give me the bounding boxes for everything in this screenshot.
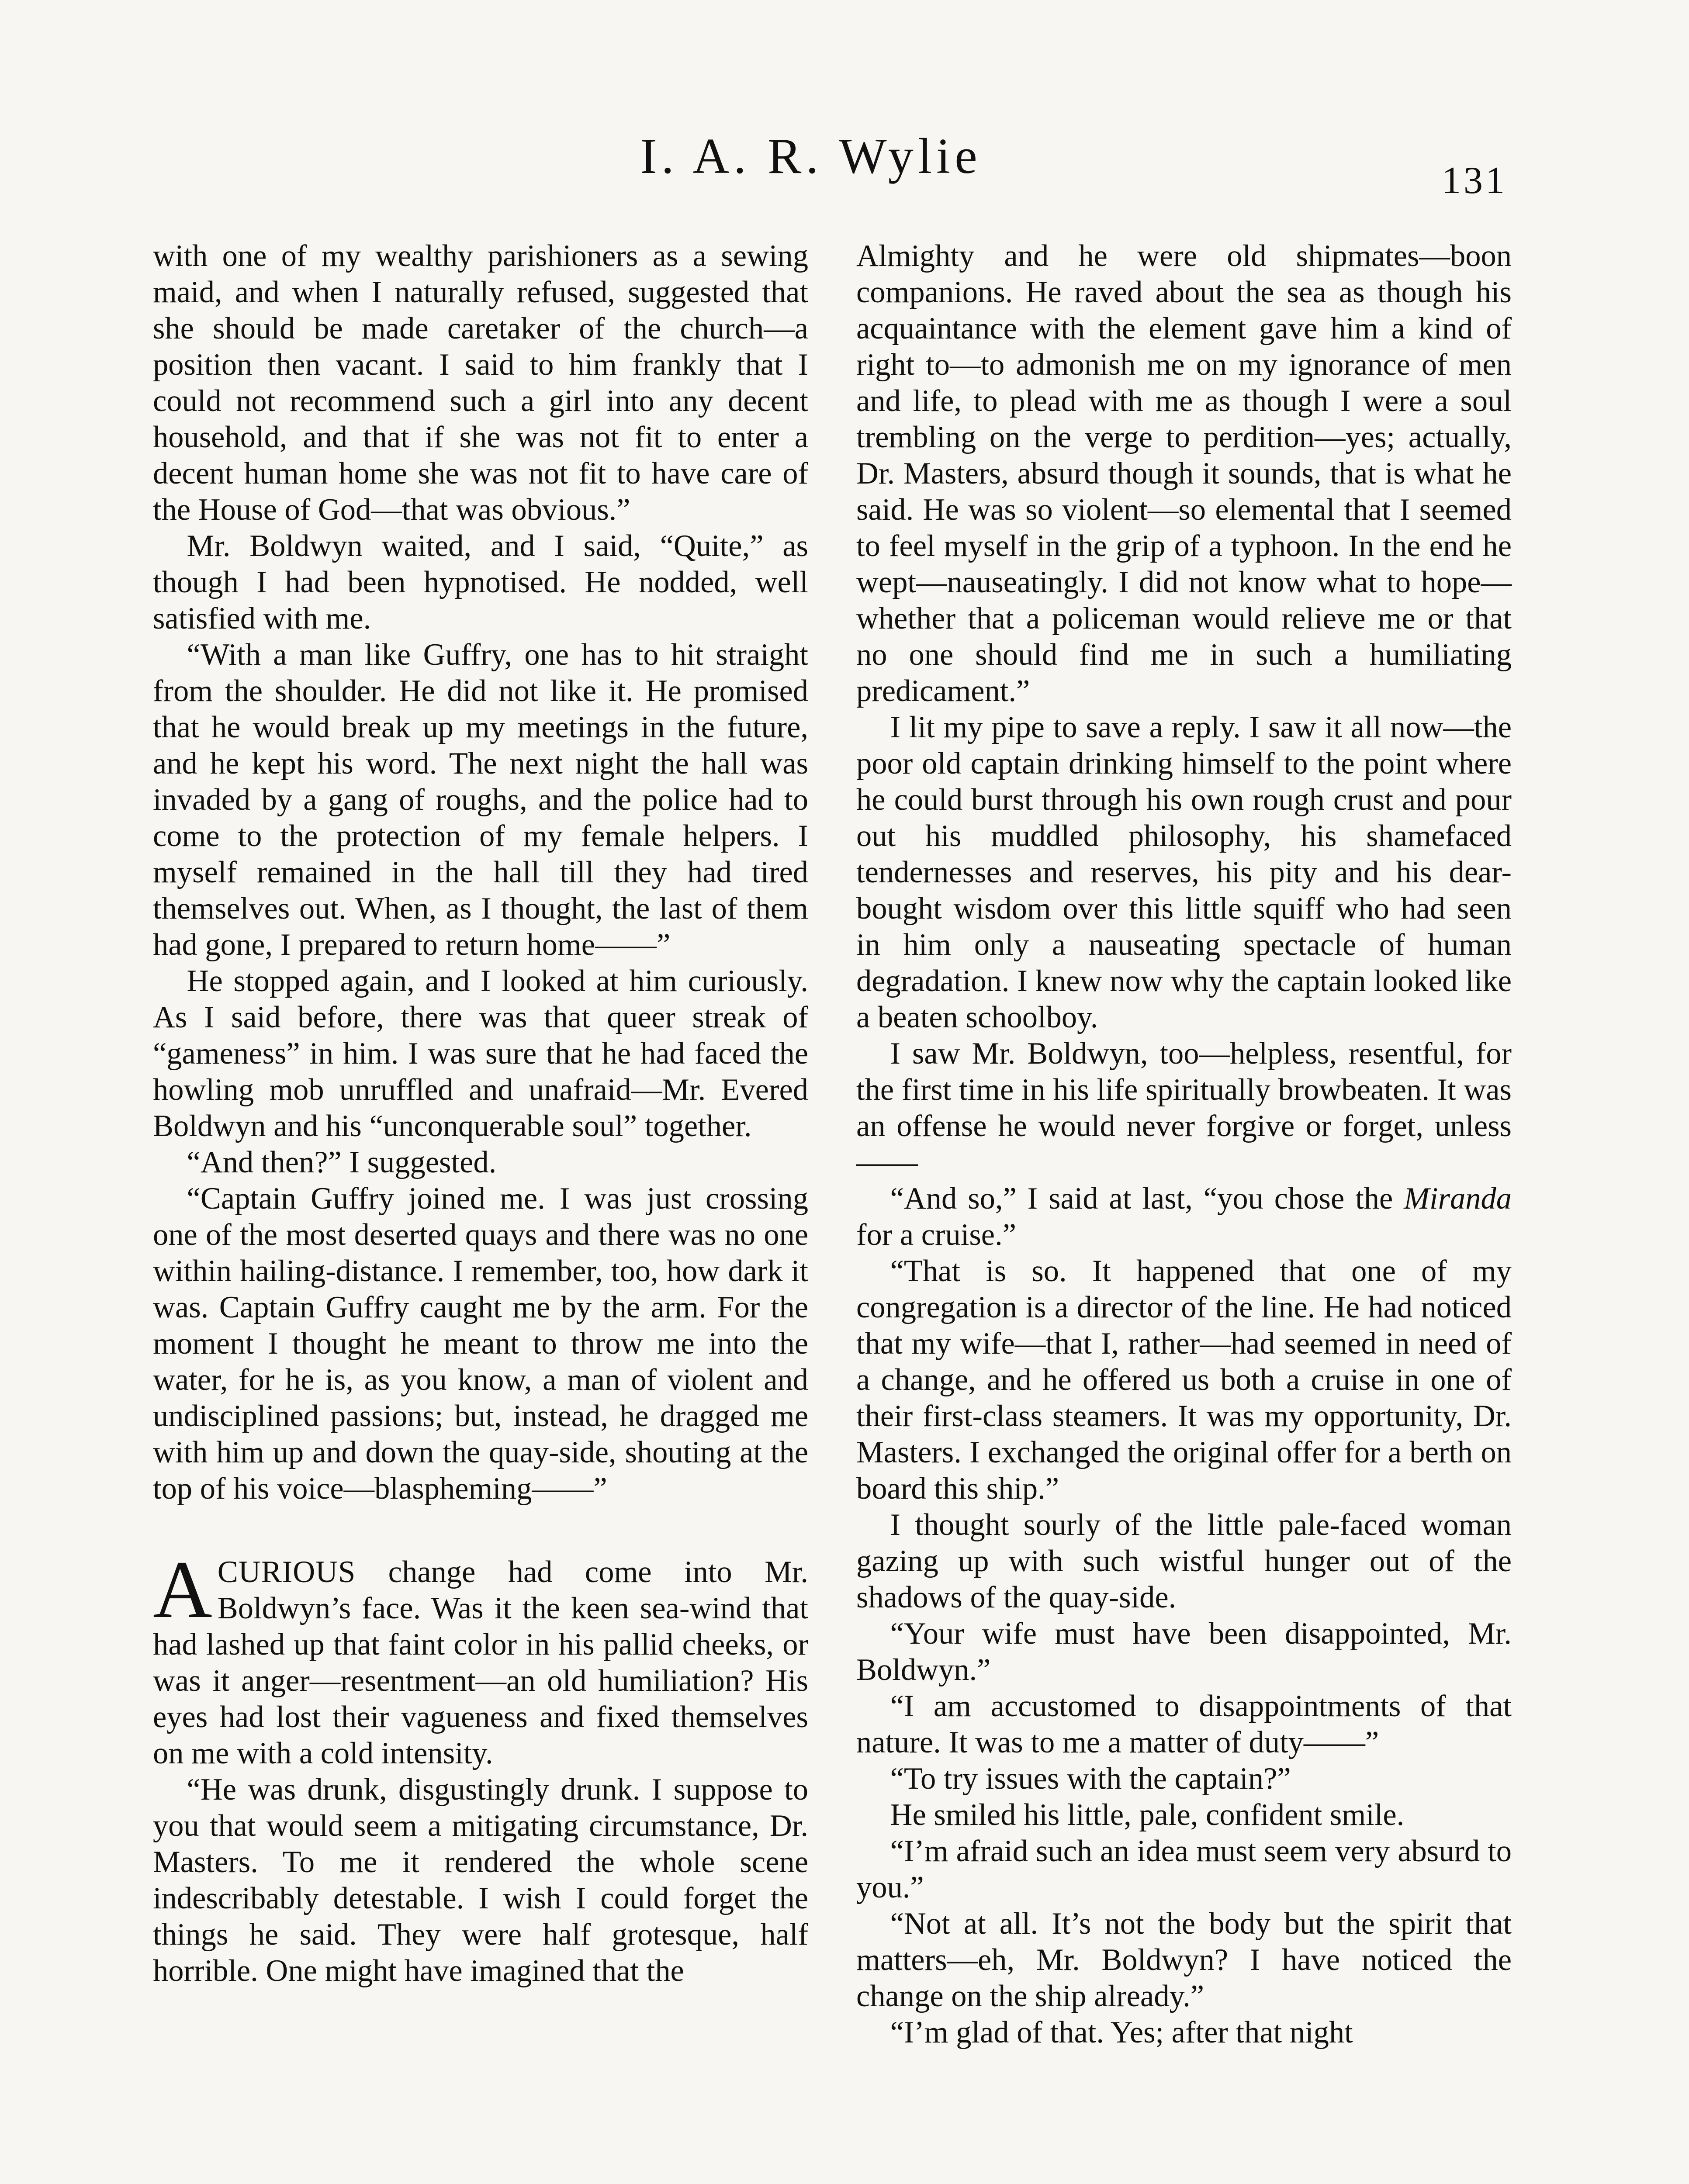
section-opening-paragraph xyxy=(153,1544,808,1772)
paragraph: “He was drunk, disgustingly drunk. I suppose to you that would seem a mitigating circumstance, Dr. Masters. To me it rendered the whole scene indescribably detestable. I wish I could forget the things he said. They were half grotesque, half horrible. One might have imagined that the xyxy=(153,1773,808,1988)
paragraph: He stopped again, and I looked at him curiously. As I said before, there was that queer streak of “gameness” in him. I was sure that he had faced the howling mob unruffled and unafraid—Mr. Evered Boldwyn and his “unconquerable soul” together. xyxy=(153,964,808,1143)
paragraph: “Your wife must have been disappointed, Mr. Boldwyn.” xyxy=(856,1617,1512,1687)
paragraph: “Captain Guffry joined me. I was just crossing one of the most deserted quays and there was no one within hailing-distance. I remember, too, how dark it was. Captain Guffry caught me by the arm. For the moment I thought he meant to throw me into the water, for he is, as you know, a man of violent and undisciplined passions; but, instead, he dragged me with him up and down the quay-side, shouting at the top of his voice—blaspheming——” xyxy=(153,1182,808,1506)
paragraph-text: change had come into Mr. Boldwyn’s face. Was it the keen sea-wind that had lashed up that faint color in his pallid cheeks, or was it anger—resentment—an old humiliation? His eyes had lost their vagueness and fixed themselves on me with a cold intensity. xyxy=(153,1555,808,1770)
paragraph: “Not at all. It’s not the body but the spirit that matters—eh, Mr. Boldwyn? I have noticed the change on the ship already.” xyxy=(856,1907,1512,2013)
drop-cap-letter: A xyxy=(153,1544,212,1635)
paragraph: “That is so. It happened that one of my congregation is a director of the line. He had noticed that my wife—that I, rather—had seemed in need of a change, and he offered us both a cruise in one of their first-class steamers. It was my opportunity, Dr. Masters. I exchanged the original offer for a berth on board this ship.” xyxy=(856,1254,1512,1506)
author-name: I. A. R. Wylie xyxy=(640,128,982,184)
paragraph: Almighty and he were old shipmates—boon companions. He raved about the sea as though his acquaintance with the element gave him a kind of right to—to admonish me on my ignorance of men and life, to plead with me as though I were a soul trembling on the verge to perdition—yes; actually, Dr. Masters, absurd though it sounds, that is what he said. He was so violent—so elemental that I seemed to feel myself in the grip of a typhoon. In the end he wept—nauseatingly. I did not know what to hope—whether that a policeman would relieve me or that no one should find me in such a humiliating predicament.” xyxy=(856,239,1512,708)
paragraph: “And then?” I suggested. xyxy=(187,1145,497,1179)
paragraph: I saw Mr. Boldwyn, too—helpless, resentful, for the first time in his life spiritually browbeaten. It was an offense he would never forgive or forget, unless—— xyxy=(856,1037,1512,1179)
paragraph: “With a man like Guffry, one has to hit straight from the shoulder. He did not like it. He promised that he would break up my meetings in the future, and he kept his word. The next night the hall was invaded by a gang of roughs, and the police had to come to the protection of my female helpers. I myself remained in the hall till they had tired themselves out. When, as I thought, the last of them had gone, I prepared to return home——” xyxy=(153,638,808,962)
left-column xyxy=(153,238,808,1989)
paragraph: “I am accustomed to disappointments of that nature. It was to me a matter of duty——” xyxy=(856,1689,1512,1759)
small-caps-lead: CURIOUS xyxy=(217,1555,356,1589)
paragraph: “I’m afraid such an idea must seem very absurd to you.” xyxy=(856,1834,1512,1904)
paragraph: I lit my pipe to save a reply. I saw it all now—the poor old captain drinking himself to the point where he could burst through his own rough crust and pour out his muddled philosophy, his shamefaced tendernesses and reserves, his pity and his dear-bought wisdom over this little squiff who had seen in him only a nauseating spectacle of human degradation. I knew now why the captain looked like a beaten schoolboy. xyxy=(856,710,1512,1034)
page-number: 131 xyxy=(1442,159,1507,202)
right-column xyxy=(856,238,1512,2051)
paragraph: “I’m glad of that. Yes; after that night xyxy=(890,2015,1353,2049)
paragraph: He smiled his little, pale, confident smile. xyxy=(890,1798,1405,1832)
paragraph-text: “And so,” I said at last, “you chose the xyxy=(890,1182,1404,1216)
paragraph-text: for a cruise.” xyxy=(856,1218,1016,1252)
ship-name: Miranda xyxy=(1404,1182,1512,1216)
paragraph: with one of my wealthy parishioners as a sewing maid, and when I naturally refused, suggested that she should be made caretaker of the church—a position then vacant. I said to him frankly that I could not recommend such a girl into any decent household, and that if she was not fit to enter a decent human home she was not fit to have care of the House of God—that was obvious.” xyxy=(153,239,808,527)
paragraph: Mr. Boldwyn waited, and I said, “Quite,” as though I had been hypnotised. He nodded, well satisfied with me. xyxy=(153,529,808,636)
paragraph: “To try issues with the captain?” xyxy=(890,1762,1291,1796)
paragraph xyxy=(856,1181,1512,1253)
paragraph: I thought sourly of the little pale-faced woman gazing up with such wistful hunger out of the shadows of the quay-side. xyxy=(856,1508,1512,1614)
